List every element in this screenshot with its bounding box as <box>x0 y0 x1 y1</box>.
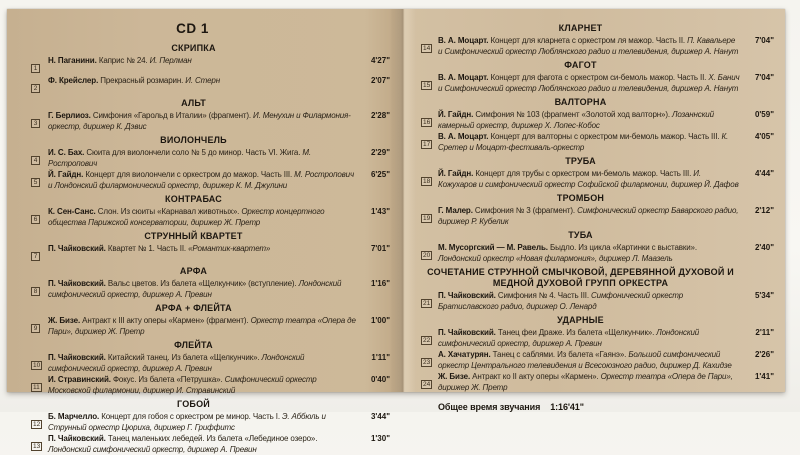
track-text <box>48 170 356 191</box>
track-composer: Ж. Бизе. <box>438 372 471 381</box>
section-header: ВАЛТОРНА <box>554 97 607 107</box>
track-duration: 2'11" <box>755 328 774 337</box>
track-text <box>438 350 740 371</box>
track-number: 18 <box>423 178 431 185</box>
track-composer: П. Чайковский. <box>438 291 496 300</box>
track-row <box>31 279 390 300</box>
track-number: 15 <box>423 82 431 89</box>
track-number: 22 <box>423 337 431 344</box>
track-number: 8 <box>31 287 40 296</box>
track-number-cell <box>31 148 48 167</box>
cd-title: CD 1 <box>176 21 209 36</box>
track-performers: Лондонский симфонический оркестр, дирижер А. Превин <box>48 353 305 373</box>
track-duration: 3'44" <box>370 412 390 421</box>
track-composer: В. А. Моцарт. <box>438 132 489 141</box>
track-performers: «Романтик-квартет» <box>188 244 271 253</box>
track-text <box>48 76 356 87</box>
total-time-line <box>438 402 774 412</box>
track-duration: 1'43" <box>370 207 390 216</box>
track-row <box>31 434 390 455</box>
track-number: 16 <box>423 119 431 126</box>
track-number-cell <box>31 434 48 453</box>
track-row <box>421 110 774 131</box>
track-composer: Й. Гайдн. <box>48 170 84 179</box>
track-row <box>31 56 390 75</box>
track-work: Антракт ко II акту оперы «Кармен». <box>472 372 599 381</box>
track-performers: Лозаннский камерный оркестр, дирижер Х. Лопес-Кобос <box>438 110 714 130</box>
track-performers: Симфонический оркестр Баварского радио, дирижер Р. Кубелик <box>438 206 739 226</box>
track-number-cell <box>421 243 438 262</box>
track-performers: П. Кавальере и Симфонический оркестр Люблянского радио и телевидения, дирижер А. Нанут <box>438 36 739 56</box>
track-composer: А. Хачатурян. <box>438 350 491 359</box>
track-performers: Лондонский симфонический оркестр, дирижер А. Превин <box>48 444 257 454</box>
track-number: 21 <box>423 300 431 307</box>
track-work: Симфония № 103 (фрагмент «Золотой ход валторн»). <box>475 110 670 119</box>
track-work: Прекрасный розмарин. <box>100 76 184 85</box>
track-duration: 2'07" <box>370 76 390 85</box>
track-duration: 2'40" <box>754 243 774 252</box>
section-header: ФЛЕЙТА <box>174 340 213 350</box>
track-performers: Лондонский симфонический оркестр, дирижер А. Превин <box>438 328 700 348</box>
track-number: 1 <box>31 64 40 73</box>
track-text <box>48 412 356 433</box>
track-text <box>438 372 740 393</box>
section-header: ГОБОЙ <box>177 399 210 409</box>
track-duration: 1'30" <box>370 434 390 443</box>
track-work: Концерт для фагота с оркестром си-бемоль мажор. Часть II. <box>490 73 707 82</box>
track-composer: П. Чайковский. <box>48 434 106 443</box>
track-text <box>438 110 740 131</box>
track-work: Танец феи Драже. Из балета «Щелкунчик». <box>497 328 655 337</box>
track-performers: М. Ростропович и Лондонский филармонический оркестр, дирижер К. М. Джулини <box>48 170 354 190</box>
track-number: 17 <box>423 141 431 148</box>
booklet-page-right <box>396 9 785 412</box>
track-row <box>31 76 390 95</box>
track-number-cell <box>421 132 438 151</box>
section-header: СТРУННЫЙ КВАРТЕТ <box>144 231 243 241</box>
track-number: 12 <box>33 421 41 428</box>
track-row <box>421 169 774 190</box>
track-composer: П. Чайковский. <box>48 279 106 288</box>
track-text <box>438 206 740 227</box>
track-text <box>48 207 356 228</box>
track-column-right <box>421 23 774 393</box>
track-number-cell <box>421 73 438 92</box>
track-text <box>48 111 356 132</box>
track-composer: П. Чайковский. <box>438 328 496 337</box>
track-text <box>438 36 740 57</box>
section-header: АЛЬТ <box>181 98 206 108</box>
track-number: 4 <box>31 156 40 165</box>
track-row <box>31 244 390 263</box>
track-composer: М. Мусоргский — М. Равель. <box>438 243 548 252</box>
track-number-cell <box>31 111 48 130</box>
track-number-cell <box>421 36 438 55</box>
track-number: 14 <box>423 45 431 52</box>
track-composer: Й. Гайдн. <box>438 169 474 178</box>
track-text <box>438 132 740 153</box>
track-row <box>31 170 390 191</box>
section-header: ТРОМБОН <box>556 193 605 203</box>
track-number-cell <box>31 244 48 263</box>
track-duration: 1'11" <box>371 353 390 362</box>
track-performers: Симфонический оркестр Московской филармонии, дирижер И. Стравинский <box>48 375 317 395</box>
track-performers: И. Стерн <box>185 76 220 85</box>
track-number-cell <box>31 207 48 226</box>
track-work: Фокус. Из балета «Петрушка». <box>113 375 223 384</box>
track-composer: Г. Берлиоз. <box>48 111 91 120</box>
track-composer: И. С. Бах. <box>48 148 85 157</box>
track-number: 10 <box>33 362 41 369</box>
track-work: Симфония № 3 (фрагмент). <box>474 206 575 215</box>
section-header: ВИОЛОНЧЕЛЬ <box>160 135 227 145</box>
track-work: Концерт для валторны с оркестром ми-бемоль мажор. Часть III. <box>490 132 720 141</box>
track-text <box>438 169 740 190</box>
track-row <box>31 111 390 132</box>
track-duration: 1'00" <box>370 316 390 325</box>
track-duration: 4'27" <box>370 56 390 65</box>
track-composer: В. А. Моцарт. <box>438 73 489 82</box>
track-duration: 4'44" <box>754 169 774 178</box>
track-number: 20 <box>423 252 431 259</box>
section-header: АРФА + ФЛЕЙТА <box>155 303 232 313</box>
track-row <box>421 291 774 312</box>
track-number: 3 <box>31 119 40 128</box>
track-duration: 0'59" <box>754 110 774 119</box>
track-duration: 7'01" <box>370 244 390 253</box>
track-number: 19 <box>423 215 431 222</box>
track-number: 24 <box>423 381 431 388</box>
track-text <box>48 316 356 337</box>
track-performers: Лондонский симфонический оркестр, дирижер А. Превин <box>48 279 342 299</box>
track-performers: Оркестр концертного общества Парижской консерватории, дирижер Ж. Претр <box>48 207 325 227</box>
track-work: Квартет № 1. Часть II. <box>107 244 186 253</box>
track-performers: И. Кожухаров и симфонический оркестр Софийской филармонии, дирижер Й. Дафов <box>438 169 739 189</box>
track-text <box>48 148 356 169</box>
track-composer: Ж. Бизе. <box>48 316 81 325</box>
track-number-cell <box>31 412 48 431</box>
track-column-left <box>31 43 390 455</box>
track-number-cell <box>31 76 48 95</box>
track-text <box>48 434 356 455</box>
booklet-page-left <box>7 9 396 454</box>
track-duration: 7'04" <box>754 73 774 82</box>
track-duration: 7'04" <box>754 36 774 45</box>
track-performers: Э. Аббюль и Струнный оркестр Цюриха, дирижер Г. Гриффитс <box>48 412 326 432</box>
track-number: 11 <box>33 384 40 391</box>
track-performers: Оркестр театра «Опера де Пари», дирижер Ж. Претр <box>438 372 733 392</box>
track-work: Китайский танец. Из балета «Щелкунчик». <box>107 353 260 362</box>
track-number-cell <box>31 170 48 189</box>
track-text <box>48 279 356 300</box>
track-performers: Х. Банич и Симфонический оркестр Люблянского радио и телевидения, дирижер А. Нанут <box>438 73 740 93</box>
track-work: Симфония «Гарольд в Италии» (фрагмент). <box>92 111 251 120</box>
track-duration: 6'25" <box>370 170 390 179</box>
track-number-cell <box>421 350 438 369</box>
section-header: ФАГОТ <box>564 60 597 70</box>
track-composer: Й. Гайдн. <box>438 110 474 119</box>
track-row <box>421 243 774 264</box>
track-row <box>421 132 774 153</box>
track-duration: 2'29" <box>370 148 390 157</box>
track-number-cell <box>421 328 438 347</box>
track-performers: К. Сретер и Моцарт-фестиваль-оркестр <box>438 132 729 152</box>
track-performers: Большой симфонический оркестр Центрального телевидения и Всесоюзного радио, дирижер Д. Кахидзе <box>438 350 732 370</box>
section-header: УДАРНЫЕ <box>557 315 604 325</box>
track-number-cell <box>421 110 438 129</box>
track-work: Концерт для гобоя с оркестром ре минор. Часть I. <box>101 412 280 421</box>
track-work: Концерт для виолончели с оркестром до мажор. Часть III. <box>85 170 293 179</box>
track-text <box>48 56 356 67</box>
track-number-cell <box>31 353 48 372</box>
section-header: ТРУБА <box>565 156 596 166</box>
total-time-label: Общее время звучания <box>438 402 541 412</box>
track-composer: К. Сен-Санс. <box>48 207 96 216</box>
track-performers: И. Менухин и Филармония-оркестр, дирижер К. Дэвис <box>48 111 351 131</box>
track-number: 13 <box>33 443 41 450</box>
track-text <box>438 73 740 94</box>
track-work: Вальс цветов. Из балета «Щелкунчик» (вступление). <box>107 279 297 288</box>
track-composer: П. Чайковский. <box>48 244 106 253</box>
track-row <box>421 73 774 94</box>
track-work: Танец маленьких лебедей. Из балета «Лебединое озеро». <box>107 434 318 443</box>
track-number: 9 <box>31 324 40 333</box>
track-row <box>421 36 774 57</box>
track-performers: Симфонический оркестр Братиславского радио, дирижер О. Ленард <box>438 291 684 311</box>
track-text <box>438 328 740 349</box>
track-number: 6 <box>31 215 40 224</box>
track-duration: 2'26" <box>754 350 774 359</box>
track-performers: Лондонский оркестр «Новая филармония», дирижер Л. Маазель <box>438 253 673 263</box>
track-composer: Н. Паганини. <box>48 56 97 65</box>
track-row <box>421 206 774 227</box>
track-text <box>438 291 740 312</box>
track-text <box>48 353 356 374</box>
track-performers: М. Ростропович <box>48 148 311 168</box>
track-work: Концерт для кларнета с оркестром ля мажор. Часть II. <box>490 36 686 45</box>
track-row <box>31 353 390 374</box>
track-number-cell <box>31 279 48 298</box>
track-work: Сюита для виолончели соло № 5 до минор. Часть VI. Жига. <box>86 148 301 157</box>
track-number-cell <box>421 206 438 225</box>
track-number: 7 <box>31 252 40 261</box>
track-composer: Ф. Крейслер. <box>48 76 99 85</box>
track-performers: И. Перлман <box>149 56 192 65</box>
track-number: 2 <box>31 84 40 93</box>
track-row <box>31 148 390 169</box>
section-header: СКРИПКА <box>171 43 216 53</box>
track-row <box>421 328 774 349</box>
track-number-cell <box>31 56 48 75</box>
track-number: 23 <box>423 359 431 366</box>
track-duration: 5'34" <box>754 291 774 300</box>
track-duration: 1'16" <box>370 279 390 288</box>
track-composer: В. А. Моцарт. <box>438 36 489 45</box>
track-work: Концерт для трубы с оркестром ми-бемоль мажор. Часть III. <box>475 169 692 178</box>
track-composer: П. Чайковский. <box>48 353 106 362</box>
track-text <box>438 243 740 264</box>
track-work: Каприс № 24. <box>98 56 148 65</box>
track-number-cell <box>31 375 48 394</box>
track-duration: 2'28" <box>370 111 390 120</box>
track-number-cell <box>421 291 438 310</box>
track-duration: 2'12" <box>754 206 774 215</box>
track-number-cell <box>421 169 438 188</box>
total-time-value: 1:16'41" <box>550 402 584 412</box>
booklet-scan <box>7 9 785 454</box>
track-number-cell <box>421 372 438 391</box>
track-row <box>31 316 390 337</box>
section-header: СОЧЕТАНИЕ СТРУННОЙ СМЫЧКОВОЙ, ДЕРЕВЯННОЙ ДУХОВОЙ И МЕДНОЙ ДУХОВОЙ ГРУПП ОРКЕСТРА <box>427 267 734 288</box>
track-performers: Оркестр театра «Опера де Пари», дирижер Ж. Претр <box>48 316 356 336</box>
track-text <box>48 375 356 396</box>
track-work: Слон. Из сюиты «Карнавал животных». <box>97 207 240 216</box>
track-row <box>421 350 774 371</box>
track-work: Танец с саблями. Из балета «Гаянэ». <box>492 350 627 359</box>
section-header: АРФА <box>179 266 208 276</box>
section-header: ТУБА <box>568 230 593 240</box>
track-number: 5 <box>31 178 40 187</box>
track-duration: 1'41" <box>754 372 774 381</box>
track-work: Антракт к III акту оперы «Кармен» (фрагмент). <box>82 316 249 325</box>
track-composer: Г. Малер. <box>438 206 473 215</box>
track-row <box>31 207 390 228</box>
section-header: КЛАРНЕТ <box>558 23 603 33</box>
track-composer: И. Стравинский. <box>48 375 111 384</box>
track-number-cell <box>31 316 48 335</box>
track-work: Быдло. Из цикла «Картинки с выставки». <box>549 243 697 252</box>
track-row <box>31 412 390 433</box>
track-text <box>48 244 356 255</box>
track-duration: 4'05" <box>754 132 774 141</box>
track-work: Симфония № 4. Часть III. <box>497 291 589 300</box>
section-header: КОНТРАБАС <box>165 194 222 204</box>
track-row <box>31 375 390 396</box>
track-row <box>421 372 774 393</box>
track-duration: 0'40" <box>370 375 390 384</box>
track-composer: Б. Марчелло. <box>48 412 100 421</box>
